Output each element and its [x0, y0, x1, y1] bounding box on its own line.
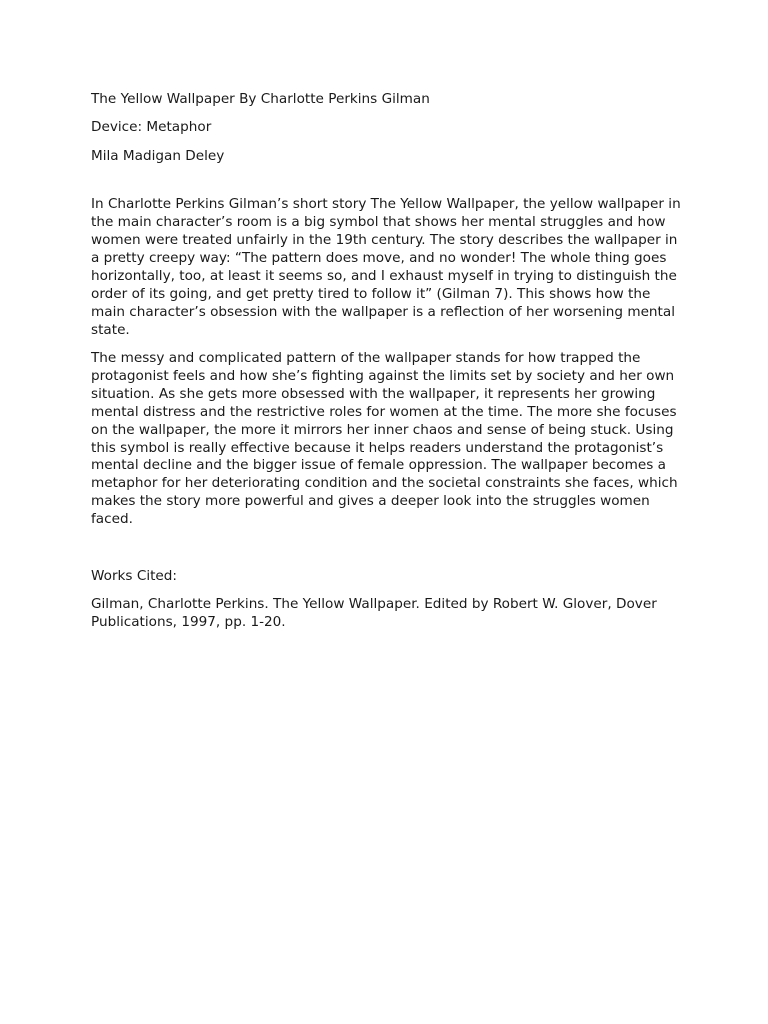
works-cited-entry: Gilman, Charlotte Perkins. The Yellow Wallpaper. Edited by Robert W. Glover, Dover Publications, 1997, pp. 1-20.	[91, 595, 657, 630]
author-line: Mila Madigan Deley	[91, 147, 225, 164]
document-body	[91, 91, 681, 642]
device-line: Device: Metaphor	[91, 119, 212, 136]
paragraph-2: The messy and complicated pattern of the wallpaper stands for how trapped the protagonist feels and how she’s fighting against the limits set by society and her own situation. As she gets more obsessed with the wallpaper, it represents her growing mental distress and the restrictive roles for women at the time. The more she focuses on the wallpaper, the more it mirrors her inner chaos and sense of being stuck. Using this symbol is really effective because it helps readers understand the protagonist’s mental decline and the bigger issue of female oppression. The wallpaper becomes a metaphor for her deteriorating condition and the societal constraints she faces, which makes the story more powerful and gives a deeper look into the struggles women faced.	[91, 349, 678, 528]
essay-title-line: The Yellow Wallpaper By Charlotte Perkins Gilman	[91, 91, 430, 107]
spacer	[91, 176, 681, 196]
spacer	[91, 540, 681, 568]
paragraph-1: In Charlotte Perkins Gilman’s short story The Yellow Wallpaper, the yellow wallpaper in the main character’s room is a big symbol that shows her mental struggles and how women were treated unfairly in the 19th century. The story describes the wallpaper in a pretty creepy way: “The pattern does move, and no wonder! The whole thing goes horizontally, too, at least it seems so, and I exhaust myself in trying to distinguish the order of its going, and get pretty tired to follow it” (Gilman 7). This shows how the main character’s obsession with the wallpaper is a reflection of her worsening mental state.	[91, 196, 681, 338]
works-cited-heading: Works Cited:	[91, 567, 177, 584]
